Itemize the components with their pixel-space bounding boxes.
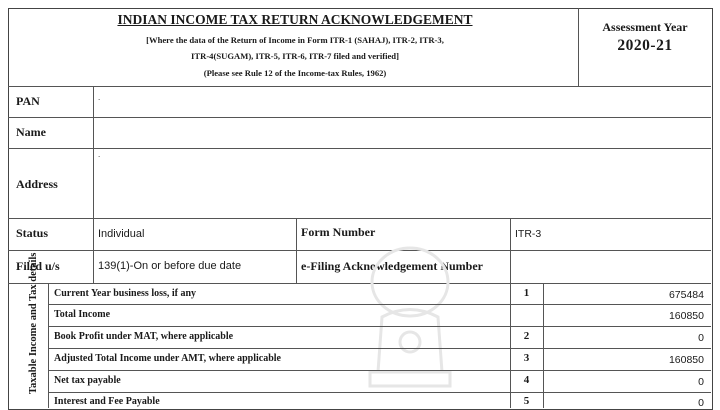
name-label: Name bbox=[16, 125, 46, 139]
divider bbox=[48, 348, 711, 349]
divider bbox=[8, 86, 711, 87]
filed-value: 139(1)-On or before due date bbox=[98, 260, 242, 272]
divider bbox=[48, 392, 711, 393]
row-label: Total Income bbox=[54, 309, 111, 320]
row-number: 5 bbox=[523, 395, 530, 407]
pan-label: PAN bbox=[16, 94, 40, 108]
form-number-value: ITR-3 bbox=[515, 228, 542, 240]
row-value: 160850 bbox=[668, 310, 704, 322]
status-value: Individual bbox=[98, 228, 145, 240]
emblem-watermark bbox=[330, 222, 490, 405]
divider bbox=[48, 370, 711, 371]
row-value: 160850 bbox=[668, 354, 704, 366]
divider bbox=[93, 86, 94, 283]
header-subtitle-3: (Please see Rule 12 of the Income-tax Rules, 1962) bbox=[203, 68, 387, 78]
divider bbox=[8, 218, 711, 219]
header-subtitle-2: ITR-4(SUGAM), ITR-5, ITR-6, ITR-7 filed and verified] bbox=[191, 51, 399, 61]
row-label: Interest and Fee Payable bbox=[54, 396, 160, 407]
status-label: Status bbox=[16, 226, 49, 240]
divider bbox=[48, 326, 711, 327]
row-value: 0 bbox=[698, 376, 704, 388]
row-label: Book Profit under MAT, where applicable bbox=[54, 331, 234, 342]
assessment-year-label: Assessment Year bbox=[602, 20, 688, 34]
ack-number-label: e-Filing Acknowledgement Number bbox=[301, 259, 483, 273]
divider bbox=[48, 304, 711, 305]
page-title: INDIAN INCOME TAX RETURN ACKNOWLEDGEMENT bbox=[117, 12, 473, 27]
filed-label: Filed u/s bbox=[16, 259, 60, 273]
row-label: Net tax payable bbox=[54, 375, 121, 386]
row-number: 4 bbox=[523, 374, 530, 386]
divider bbox=[510, 283, 511, 408]
header-subtitle-1: [Where the data of the Return of Income in Form ITR-1 (SAHAJ), ITR-2, ITR-3, bbox=[146, 35, 444, 45]
form-number-label: Form Number bbox=[301, 225, 376, 239]
divider bbox=[8, 117, 711, 118]
row-number: 1 bbox=[523, 287, 530, 299]
pan-value-dot: . bbox=[98, 93, 101, 102]
divider bbox=[510, 218, 511, 283]
address-value-dot: . bbox=[98, 150, 101, 159]
divider bbox=[8, 148, 711, 149]
row-label: Current Year business loss, if any bbox=[54, 288, 197, 299]
income-section-side-label: Taxable Income and Tax details bbox=[28, 252, 39, 394]
row-value: 675484 bbox=[668, 289, 704, 301]
divider bbox=[296, 218, 297, 283]
row-value: 0 bbox=[698, 332, 704, 344]
row-number: 3 bbox=[523, 352, 530, 364]
row-number: 2 bbox=[523, 330, 530, 342]
assessment-year-value: 2020-21 bbox=[617, 37, 673, 54]
row-label: Adjusted Total Income under AMT, where applicable bbox=[54, 353, 281, 364]
row-value: 0 bbox=[698, 397, 704, 409]
divider bbox=[48, 283, 49, 408]
address-label: Address bbox=[16, 177, 58, 191]
divider bbox=[543, 283, 544, 408]
